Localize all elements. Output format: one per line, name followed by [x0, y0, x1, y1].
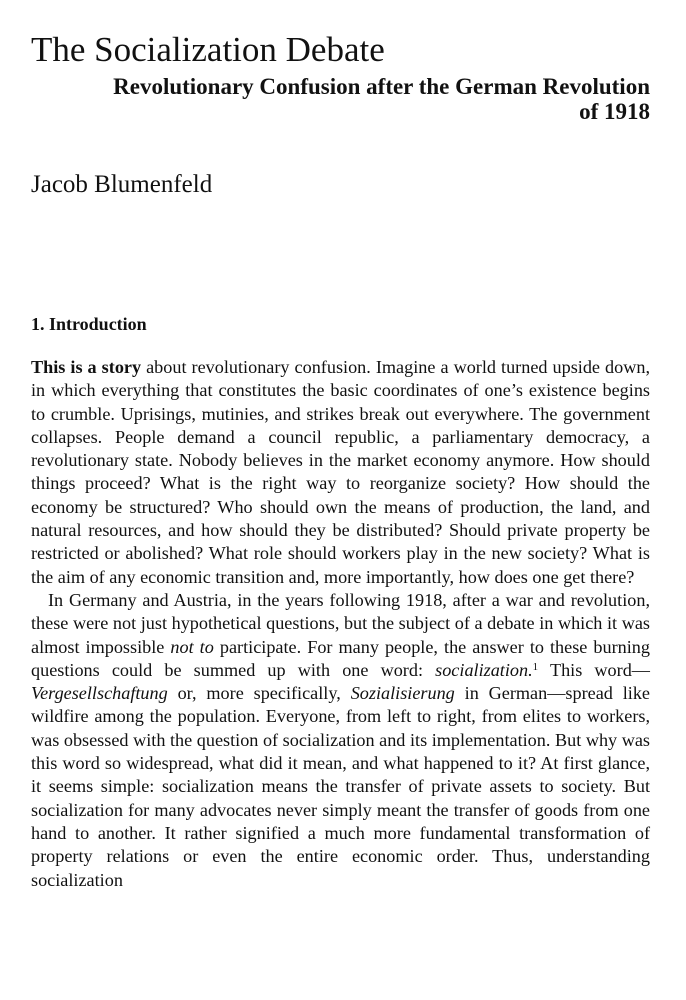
- paragraph-lead: This is a story: [31, 357, 142, 377]
- section-heading: 1. Introduction: [31, 314, 147, 334]
- paragraph-text: participate. For many people, the answer to these burning questions could be summed up with one word:: [31, 636, 650, 680]
- italic-term: Sozialisierung: [350, 683, 455, 704]
- paragraph-text: In Germany and Austria, in the years following 1918, after a war and revolution, these were not just hypothetical questions, but the subject of a debate in which it was almost impossible: [31, 589, 650, 657]
- footnote-marker[interactable]: 1: [532, 660, 539, 673]
- paragraph-text: This word—: [538, 659, 650, 680]
- document-title: The Socialization Debate: [31, 30, 385, 69]
- paragraph-text: about revolutionary confusion. Imagine a world turned upside down, in which everything that constitutes the basic coordinates of one’s existence begins to crumble. Uprisings, mutinies, and strikes break out everywhere. The government collapses. People demand a council republic, a parliamentary democracy, a revolutionary state. Nobody believes in the market economy anymore. How should things proceed? What is the right way to reorganize society? How should the economy be structured? Who should own the means of production, the land, and natural resources, and how should they be distributed? Should private property be restricted or abolished? What role should workers play in the new society? What is the aim of any economic transition and, more importantly, how does one get there?: [31, 357, 650, 587]
- body-paragraph-1: [31, 356, 650, 589]
- paragraph-text: in German—spread like wildfire among the population. Everyone, from left to right, from elites to workers, was obsessed with the question of socialization and its implementation. But why was this word so widespread, what did it mean, and what happened to it? At first glance, it seems simple: socialization means the transfer of private assets to society. But socialization for many advocates never simply meant the transfer of goods from one hand to another. It rather signified a much more fundamental transformation of property relations or even the entire economic order. Thus, understanding socialization: [31, 683, 651, 890]
- document-body: [31, 356, 650, 892]
- italic-term: socialization.: [435, 659, 533, 680]
- italic-phrase: not to: [170, 636, 214, 657]
- document-subtitle: Revolutionary Confusion after the German Revolution of 1918: [113, 74, 650, 124]
- author-name: Jacob Blumenfeld: [31, 171, 213, 198]
- paragraph-text: or, more specifically,: [167, 683, 351, 704]
- italic-term: Vergesellschaftung: [31, 683, 168, 704]
- body-paragraph-2: [31, 589, 650, 892]
